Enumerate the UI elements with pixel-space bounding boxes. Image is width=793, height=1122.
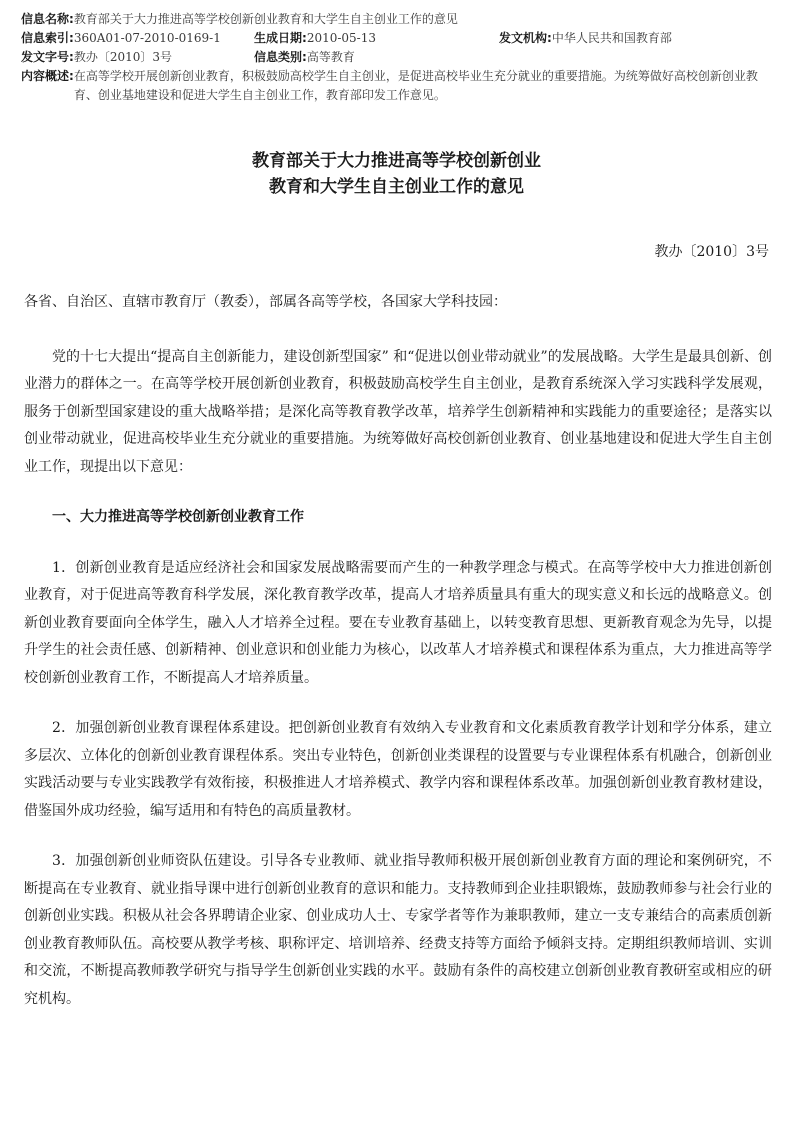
meta-docnum-label: 发文字号: [21, 50, 74, 64]
meta-index-value: 360A01-07-2010-0169-1 [73, 31, 221, 45]
meta-issuer-value: 中华人民共和国教育部 [551, 31, 672, 45]
meta-summary-label: 内容概述: [21, 69, 74, 83]
meta-category-cell [254, 48, 355, 67]
meta-row-name [21, 10, 773, 29]
meta-index-cell [21, 29, 254, 48]
meta-category-label: 信息类别: [254, 50, 307, 64]
document-number: 教办〔2010〕3号 [654, 244, 769, 260]
paragraph-2: 2．加强创新创业教育课程体系建设。把创新创业教育有效纳入专业教育和文化素质教育教学计划和学分体系，建立多层次、立体化的创新创业教育课程体系。突出专业特色，创新创业类课程的设置要与专业课程体系有机融合，创新创业实践活动要与专业实践教学有效衔接，积极推进人才培养模式、教学内容和课程体系改革。加强创新创业教育教材建设，借鉴国外成功经验，编写适用和有特色的高质量教材。 [24, 720, 772, 819]
meta-summary-value: 在高等学校开展创新创业教育，积极鼓励高校学生自主创业，是促进高校毕业生充分就业的重要措施。为统筹做好高校创新创业教育、创业基地建设和促进大学生自主创业工作，教育部印发工作意见。 [73, 69, 758, 102]
meta-row-summary [21, 67, 773, 105]
document-title-line1: 教育部关于大力推进高等学校创新创业 [252, 151, 541, 171]
meta-issuer-label: 发文机构: [499, 31, 552, 45]
meta-row-index [21, 29, 773, 48]
metadata-panel [21, 10, 773, 105]
meta-docnum-cell [21, 48, 254, 67]
meta-date-label: 生成日期: [254, 31, 307, 45]
document-body [24, 289, 772, 1036]
addressee: 各省、自治区、直辖市教育厅（教委），部属各高等学校，各国家大学科技园： [24, 294, 507, 310]
intro-paragraph: 党的十七大提出“提高自主创新能力，建设创新型国家” 和“促进以创业带动就业”的发展战略。大学生是最具创新、创业潜力的群体之一。在高等学校开展创新创业教育，积极鼓励高校学生自主创业，是教育系统深入学习实践科学发展观，服务于创新型国家建设的重大战略举措；是深化高等教育教学改革，培养学生创新精神和实践能力的重要途径；是落实以创业带动就业，促进高校毕业生充分就业的重要措施。为统筹做好高校创新创业教育、创业基地建设和促进大学生自主创业工作，现提出以下意见： [24, 348, 772, 475]
meta-name-label: 信息名称: [21, 12, 74, 26]
section-heading: 一、大力推进高等学校创新创业教育工作 [52, 509, 304, 525]
meta-name-value: 教育部关于大力推进高等学校创新创业教育和大学生自主创业工作的意见 [73, 12, 458, 26]
document-title [0, 148, 793, 200]
meta-category-value: 高等教育 [306, 50, 355, 64]
paragraph-3: 3．加强创新创业师资队伍建设。引导各专业教师、就业指导教师积极开展创新创业教育方面的理论和案例研究，不断提高在专业教育、就业指导课中进行创新创业教育的意识和能力。支持教师到企业挂职锻炼，鼓励教师参与社会行业的创新创业实践。积极从社会各界聘请企业家、创业成功人士、专家学者等作为兼职教师，建立一支专兼结合的高素质创新创业教育教师队伍。高校要从教学考核、职称评定、培训培养、经费支持等方面给予倾斜支持。定期组织教师培训、实训和交流，不断提高教师教学研究与指导学生创新创业实践的水平。鼓励有条件的高校建立创新创业教育教研室或相应的研究机构。 [24, 853, 772, 1007]
meta-row-docnum [21, 48, 773, 67]
meta-index-label: 信息索引: [21, 31, 74, 45]
document-title-line2: 教育和大学生自主创业工作的意见 [269, 177, 524, 197]
meta-issuer-cell [499, 29, 672, 48]
paragraph-1: 1．创新创业教育是适应经济社会和国家发展战略需要而产生的一种教学理念与模式。在高等学校中大力推进创新创业教育，对于促进高等教育科学发展，深化教育教学改革，提高人才培养质量具有重大的现实意义和长远的战略意义。创新创业教育要面向全体学生，融入人才培养全过程。要在专业教育基础上，以转变教育思想、更新教育观念为先导，以提升学生的社会责任感、创新精神、创业意识和创业能力为核心，以改革人才培养模式和课程体系为重点，大力推进高等学校创新创业教育工作，不断提高人才培养质量。 [24, 559, 772, 686]
meta-date-cell [254, 29, 499, 48]
meta-date-value: 2010-05-13 [306, 31, 376, 45]
meta-docnum-value: 教办〔2010〕3号 [73, 50, 172, 64]
